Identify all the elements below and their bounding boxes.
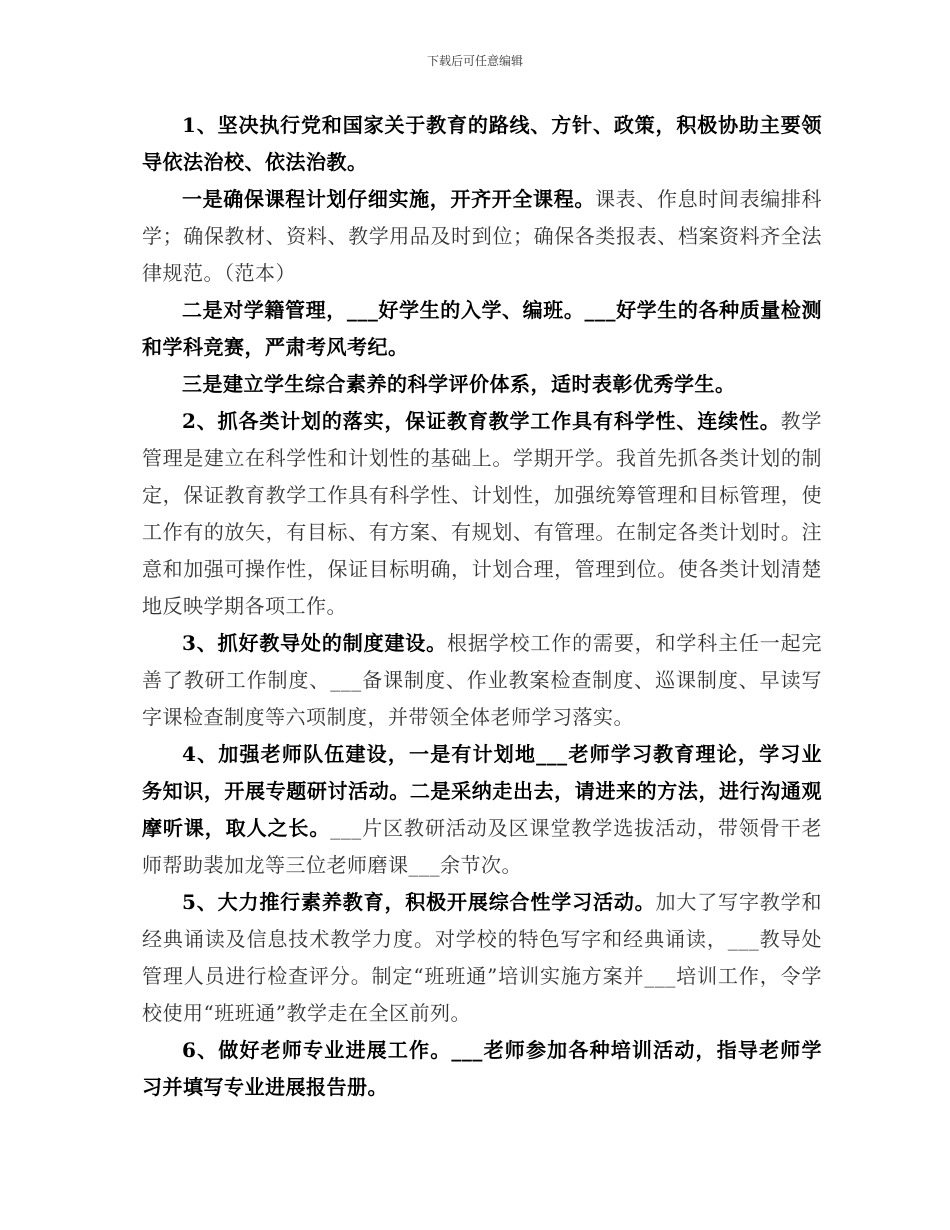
paragraph-heading: 1、坚决执行党和国家关于教育的路线、方针、政策，积极协助主要领导依法治校、依法治教。: [142, 113, 822, 174]
paragraph-heading: 三是建立学生综合素养的科学评价体系，适时表彰优秀学生。: [182, 372, 736, 396]
paragraph-text: 根据学校工作的需要，和学科主任一起完善了教研工作制度、___备课制度、作业教案检查制度、巡课制度、早读写字课检查制度等六项制度，并带领全体老师学习落实。: [142, 631, 822, 729]
paragraph-text: 课表、作息时间表编排科学；确保教材、资料、教学用品及时到位；确保各类报表、档案资料齐全法律规范。（范本）: [142, 187, 822, 285]
paragraph-heading: 5、大力推行素养教育，积极开展综合性学习活动。: [182, 890, 656, 914]
paragraph-4: [142, 366, 822, 403]
paragraph-heading: 二是对学籍管理，___好学生的入学、编班。___好学生的各种质量检测和学科竞赛，严肃考风考纪。: [142, 298, 822, 359]
paragraph-9: [142, 1032, 822, 1106]
paragraph-5: [142, 403, 822, 625]
page-header: 下载后可任意编辑: [426, 54, 523, 68]
paragraph-text: 教学管理是建立在科学性和计划性的基础上。学期开学。我首先抓各类计划的制定，保证教育教学工作具有科学性、计划性，加强统筹管理和目标管理，使工作有的放矢，有目标、有方案、有规划、有管理。在制定各类计划时。注意和加强可操作性，保证目标明确，计划合理，管理到位。使各类计划清楚地反映学期各项工作。: [142, 409, 823, 618]
paragraph-heading: 6、做好老师专业进展工作。___老师参加各种培训活动，指导老师学习并填写专业进展报告册。: [142, 1038, 822, 1099]
paragraph-heading: 一是确保课程计划仔细实施，开齐开全课程。: [182, 187, 595, 211]
paragraph-6: [142, 625, 822, 736]
paragraph-2: [142, 181, 822, 292]
paragraph-3: [142, 292, 822, 366]
paragraph-1: [142, 107, 822, 181]
paragraph-heading: 4、加强老师队伍建设，一是有计划地___老师学习教育理论，学习业务知识，开展专题研讨活动。二是采纳走出去，请进来的方法，进行沟通观摩听课，取人之长。: [142, 742, 822, 840]
paragraph-text: ___片区教研活动及区课堂教学选拔活动，带领骨干老师帮助裴加龙等三位老师磨课___余节次。: [142, 816, 823, 877]
paragraph-heading: 2、抓各类计划的落实，保证教育教学工作具有科学性、连续性。: [182, 409, 781, 433]
document-body: [142, 107, 822, 1106]
paragraph-heading: 3、抓好教导处的制度建设。: [182, 631, 447, 655]
paragraph-7: [142, 736, 822, 884]
paragraph-8: [142, 884, 822, 1032]
paragraph-text: 加大了写字教学和经典诵读及信息技术教学力度。对学校的特色写字和经典诵读，___教导处管理人员进行检查评分。制定“班班通”培训实施方案并___培训工作，令学校使用“班班通”教学走在全区前列。: [142, 890, 822, 1025]
